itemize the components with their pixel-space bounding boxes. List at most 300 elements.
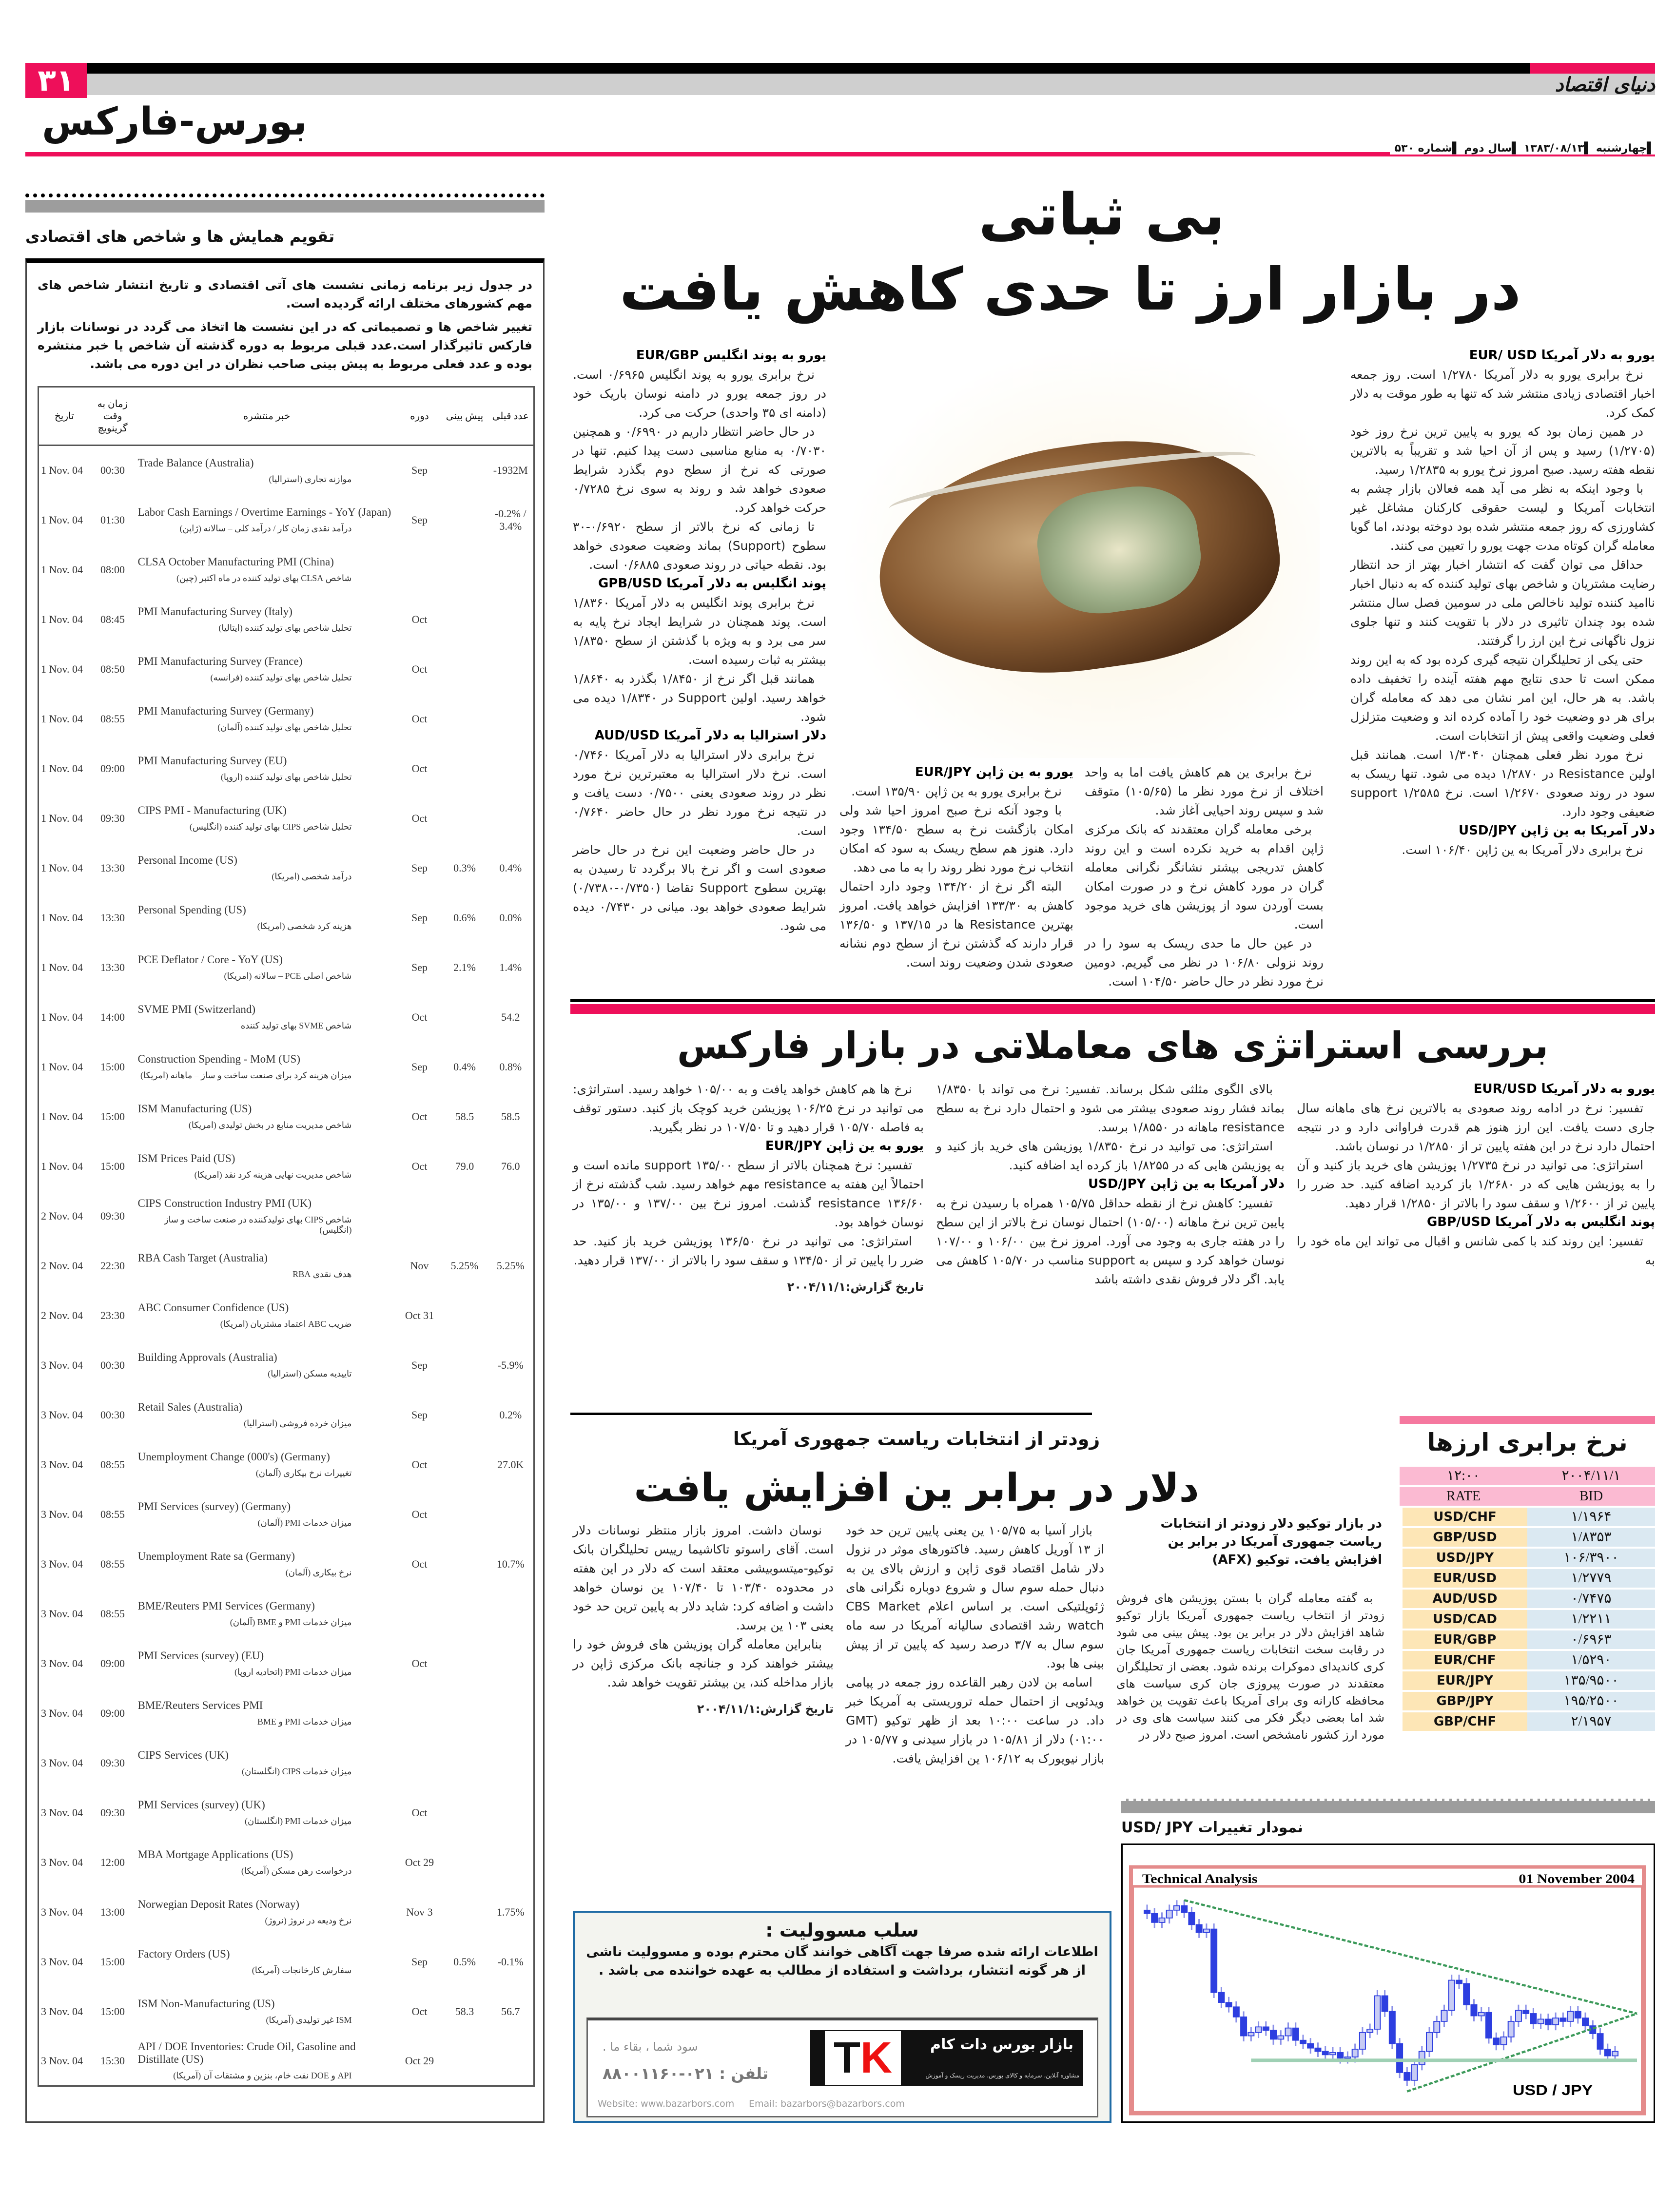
paragraph: نرخ مورد نظر فعلی همچنان ۱/۳۰۴۰ است. همانند قبل اولین Resistance در ۱/۲۸۷۰ دیده می شود. تنها ریسک به سود در روند صعودی ۱/۲۶۷۰ است. نرخ support ۱/۲۵۸۵ ضعیفی وجود دارد.: [1350, 748, 1655, 819]
event-name-en: ISM Manufacturing (US): [137, 1103, 252, 1115]
event-date: 3 Nov. 04: [41, 1806, 83, 1819]
calendar-row: [39, 1539, 534, 1589]
candle-body: [1523, 2010, 1529, 2014]
subheading: یورو به پوند انگلیس EUR/GBP: [636, 348, 826, 363]
event-period: Sep: [411, 961, 428, 973]
event-time: 15:00: [100, 1955, 125, 1968]
event-name-en: Retail Sales (Australia): [137, 1401, 243, 1413]
paragraph: بالای الگوی مثلثی شکل برساند. تفسیر: نرخ می تواند با ۱/۸۳۵۰ بماند فشار روند صعودی بیشتر می شود و احتمال دارد نرخ به سطح resistance ماهانه در ۱/۸۵۵۰ برسد.: [936, 1082, 1285, 1134]
event-time: 15:00: [100, 1110, 125, 1123]
candle-body: [1605, 2049, 1611, 2056]
disclaimer-title: سلب مسوولیت :: [765, 1920, 919, 1941]
ad-email[interactable]: Email: bazarbors@bazarbors.com: [749, 2098, 905, 2109]
event-date: 3 Nov. 04: [41, 1458, 83, 1471]
dollar-column-2: [846, 1521, 1104, 1768]
calendar-row: [39, 992, 534, 1042]
calendar-box: [25, 258, 545, 2123]
chart-header-right: 01 November 2004: [1519, 1872, 1635, 1886]
candlestick-chart: [1123, 1845, 1654, 2121]
event-previous: 0.8%: [499, 1060, 522, 1073]
candle-body: [1256, 2027, 1262, 2032]
candle-body: [1516, 2010, 1521, 2021]
event-time: 13:30: [100, 861, 125, 874]
event-time: 15:30: [100, 2054, 125, 2067]
rate-pair: USD/CHF: [1400, 1508, 1527, 1526]
calendar-row: [39, 893, 534, 943]
event-name-en: Construction Spending - MoM (US): [137, 1053, 300, 1065]
event-time: 08:00: [100, 563, 125, 576]
event-name-fa: تحلیل شاخص بهای تولید کننده (فرانسه): [210, 673, 352, 682]
event-previous: 10.7%: [496, 1557, 525, 1570]
rate-bid: ۱/۵۲۹۰: [1527, 1651, 1655, 1669]
rates-col-rate: RATE: [1400, 1487, 1527, 1506]
calendar-row: [39, 1788, 534, 1838]
event-name: [136, 1738, 398, 1788]
event-name-en: Unemployment Rate sa (Germany): [137, 1550, 295, 1562]
event-forecast: [442, 595, 488, 644]
event-time: 08:55: [100, 1508, 125, 1520]
candle-body: [1151, 1914, 1157, 1922]
subheading: یورو به ین ژاپن EUR/JPY: [915, 765, 1073, 779]
calendar-intro: [27, 263, 543, 378]
event-time: 15:00: [100, 1060, 125, 1073]
event-period: [398, 1688, 442, 1738]
dollar-lead: در بازار توکیو دلار زودتر از انتخابات ریاست جمهوری آمریکا در برابر ین افزایش یافت. توکیو (AFX): [1160, 1516, 1382, 1567]
report-date: تاریخ گزارش:۲۰۰۴/۱۱/۱: [697, 1702, 834, 1716]
calendar-row: [39, 1738, 534, 1788]
event-previous: [488, 1589, 534, 1639]
event-name-en: PMI Manufacturing Survey (Germany): [137, 705, 314, 717]
candle-body: [1307, 2044, 1313, 2048]
event-date: 1 Nov. 04: [41, 911, 83, 924]
event-name: [136, 1241, 398, 1291]
calendar-row: [39, 1340, 534, 1390]
candle-body: [1389, 2011, 1395, 2043]
candle-body: [1426, 2033, 1432, 2052]
paragraph: تا زمانی که نرخ بالاتر از سطح ۰/۶۹۲۰-۳۰ سطوح (Support) بماند وضعیت صعودی خواهد بود. نقطه حیاتی در روند صعودی ۰/۶۸۸۵ است.: [573, 520, 826, 572]
event-name-en: ABC Consumer Confidence (US): [137, 1301, 289, 1314]
event-previous: [488, 2037, 534, 2086]
event-date: 1 Nov. 04: [41, 961, 83, 973]
ad-logo: TK: [824, 2030, 902, 2086]
event-period: Sep: [411, 1060, 428, 1073]
paragraph: نرخ برابری یورو به پوند انگلیس ۰/۶۹۶۵ است. در روز جمعه یورو در دامنه نوسان باریک خود (دامنه ای ۳۵ واحدی) حرکت می کرد.: [573, 368, 826, 420]
candle-body: [1167, 1910, 1172, 1918]
paragraph: به گفته معامله گران با بستن پوزیشن های فروش زودتر از انتخاب ریاست جمهوری آمریکا بازار توکیو شاهد افزایش دلار در برابر ین بود. پیش بینی می شود در رقابت سخت انتخابات ریاست جمهوری آمریکا جان کری کاندیدای دموکرات برنده شود. بعضی از تحلیلگران معتقدند در صورت پیروزی جان کری سیاست های محافظه کارانه وی برای آمریکا باعث تقویت ین خواهد شد اما بعضی دیگر فکر می کنند سیاست های وی در مورد ارز کشور نامشخص است. امروز صبح دلار در: [1116, 1591, 1384, 1742]
event-time: 08:45: [100, 613, 125, 625]
event-forecast: [442, 1539, 488, 1589]
paragraph: در حال حاضر وضعیت این نرخ در حال حاضر صعودی است و اگر نرخ بالا برگردد تا رسیدن به بهترین سطوح Support تقاضا (۰/۷۳۵۰-۰/۷۳۸۰) شرایط صعودی خواهد بود. میانی در ۰/۷۴۳۰ دیده می شود.: [573, 843, 826, 933]
candle-body: [1286, 2028, 1291, 2036]
event-previous: [488, 1838, 534, 1887]
rate-bid: ۱۹۵/۲۵۰۰: [1527, 1692, 1655, 1710]
event-name-fa: میزان خدمات CIPS (انگلستان): [242, 1766, 352, 1776]
paragraph: استراتژی: می توانید در نرخ ۱۳۶/۵۰ پوزیشن خرید باز کنید. حد ضرر را پایین تر از ۱۳۴/۵۰ و سقف سود را بالاتر از ۱۳۷/۰۰ قرار دهید.: [573, 1234, 924, 1267]
event-previous: [488, 1788, 534, 1838]
calendar-row: [39, 644, 534, 694]
candle-body: [1545, 2019, 1551, 2024]
strategy-headline: بررسی استراتژی های معاملاتی در بازار فارکس: [677, 1024, 1549, 1067]
event-date: 1 Nov. 04: [41, 1060, 83, 1073]
event-name-en: PMI Services (survey) (UK): [137, 1799, 265, 1811]
header-bar: [87, 63, 1530, 74]
event-time: 08:50: [100, 662, 125, 675]
rate-row: [1400, 1712, 1655, 1731]
event-name-fa: درآمد شخصی (امریکا): [272, 872, 352, 881]
calendar-table: [38, 386, 535, 2087]
event-previous: [488, 1738, 534, 1788]
event-forecast: [442, 1390, 488, 1440]
candle-body: [1360, 2033, 1365, 2049]
subheading: یورو به دلار آمریکا EUR/ USD: [1469, 348, 1655, 363]
paragraph: نوسان داشت. امروز بازار منتظر نوسانات دلار است. آقای راسوتو تاکاشیما رییس تحلیلگران بانک توکیو-میتسوبیشی معتقد است که دلار در این هفته در محدوده ۱۰۳/۴۰ تا ۱۰۷/۴۰ ین نوسان خواهد داشت و اضافه کرد: شاید دلار به پایین ترین حد خود یعنی ۱۰۳ ین برسد.: [573, 1523, 834, 1632]
event-period: Sep: [411, 1408, 428, 1421]
event-name: [136, 1937, 398, 1987]
calendar-row: [39, 1688, 534, 1738]
event-period: Oct: [411, 1657, 428, 1669]
event-name-fa: شاخص CIPS بهای تولیدکننده در صنعت ساخت و ساز (انگلیس): [164, 1214, 352, 1235]
event-time: 15:00: [100, 2005, 125, 2018]
event-name-fa: شاخص اصلی PCE – سالانه (امریکا): [224, 971, 352, 981]
event-name-fa: هزینه کرد شخصی (امریکا): [257, 921, 352, 931]
rate-row: [1400, 1671, 1655, 1690]
header-band: [87, 74, 1655, 95]
event-previous: 56.7: [501, 2005, 520, 2018]
calendar-band: [25, 200, 545, 213]
calendar-row: [39, 694, 534, 744]
candle-body: [1323, 2052, 1328, 2055]
rate-row: [1400, 1610, 1655, 1629]
event-period: Oct: [411, 2005, 428, 2018]
event-name-fa: ضریب ABC اعتماد مشتریان (امریکا): [220, 1319, 352, 1329]
event-previous: 5.25%: [496, 1259, 525, 1272]
calendar-row: [39, 2037, 534, 2086]
event-name: [136, 1142, 398, 1191]
event-name-en: CIPS Construction Industry PMI (UK): [137, 1197, 312, 1209]
candle-body: [1412, 2065, 1418, 2080]
calendar-row: [39, 1092, 534, 1142]
event-name: [136, 694, 398, 744]
col-period: دوره: [398, 387, 442, 446]
rates-table: [1400, 1465, 1655, 1733]
event-name-fa: شاخص SVME بهای تولید کننده: [240, 1021, 352, 1030]
calendar-row: [39, 1639, 534, 1688]
candle-body: [1241, 2017, 1247, 2036]
event-forecast: 5.25%: [450, 1259, 479, 1272]
event-period: Oct 29: [405, 1856, 434, 1868]
calendar-row: [39, 1390, 534, 1440]
rates-title: نرخ برابری ارزها: [1427, 1428, 1628, 1456]
event-previous: [488, 1291, 534, 1340]
event-name-fa: نرخ بیکاری (آلمان): [285, 1568, 352, 1577]
event-name: [136, 843, 398, 893]
event-forecast: [442, 794, 488, 843]
event-period: Sep: [411, 464, 428, 477]
dollar-column-1: [1116, 1590, 1384, 1744]
event-forecast: 0.4%: [453, 1060, 476, 1073]
event-forecast: [442, 644, 488, 694]
event-date: 1 Nov. 04: [41, 563, 83, 576]
event-name: [136, 893, 398, 943]
event-name-en: Personal Spending (US): [137, 904, 246, 916]
calendar-row: [39, 446, 534, 495]
event-name: [136, 794, 398, 843]
chart-band: [1121, 1799, 1655, 1813]
candle-body: [1204, 1929, 1209, 1933]
rate-bid: ۰/۶۹۶۳: [1527, 1630, 1655, 1649]
calendar-row: [39, 1291, 534, 1340]
dollar-subtitle: زودتر از انتخابات ریاست جمهوری آمریکا: [733, 1428, 1100, 1450]
page-number: ۳۱: [25, 63, 87, 98]
event-previous: [488, 744, 534, 794]
event-time: 12:00: [100, 1856, 125, 1868]
event-forecast: [442, 2037, 488, 2086]
event-forecast: [442, 1589, 488, 1639]
candle-body: [1218, 1993, 1224, 2003]
paragraph: تفسیر: نرخ همچنان بالاتر از سطح support ۱۳۵/۰۰ مانده است و احتمالاً این هفته به resistance مهم خواهد رسید. شب گذشته نرخ از resistance ۱۳۶/۶۰ گذشت. امروز نرخ بین ۱۳۷/۰۰ و ۱۳۵/۰۰ در نوسان خواهد بود.: [573, 1158, 924, 1229]
event-name-en: PMI Manufacturing Survey (Italy): [137, 605, 292, 618]
event-name-fa: میزان خدمات PMI (اتحادیه اروپا): [234, 1667, 352, 1677]
event-name-en: Norwegian Deposit Rates (Norway): [137, 1898, 299, 1910]
calendar-row: [39, 1142, 534, 1191]
ad-brand-sub: مشاوره آنلاین، سرمایه و کالای بورس، مدیریت ریسک و آموزش: [925, 2072, 1079, 2079]
event-name-en: CIPS Services (UK): [137, 1749, 229, 1761]
event-previous: 0.0%: [499, 911, 522, 924]
paragraph: برخی معامله گران معتقدند که بانک مرکزی ژاپن اقدام به خرید نکرده است و این روند کاهش تدریجی بیشتر نشانگر نگرانی معامله گران در مورد کاهش نرخ و در صورت امکان بست آوردن سود از پوزیشن های خرید موجود است.: [1085, 822, 1324, 931]
event-date: 1 Nov. 04: [41, 464, 83, 477]
disclaimer-box: [573, 1911, 1111, 2123]
calendar-row: [39, 1241, 534, 1291]
paragraph: نرخ برابری دلار استرالیا به دلار آمریکا ۰/۷۴۶۰ است. نرخ دلار استرالیا به معتبرترین نرخ مورد نظر در روند صعودی یعنی ۰/۷۵۰۰ دست یافت و در نتیجه نرخ مورد نظر در حال حاضر ۰/۷۶۴۰ است.: [573, 748, 826, 838]
event-period: Oct: [411, 712, 428, 725]
calendar-row: [39, 744, 534, 794]
headline-line1: بی ثباتی: [978, 181, 1225, 248]
event-name-fa: تحلیل شاخص بهای تولید کننده (آلمان): [217, 722, 352, 732]
candle-body: [1449, 1980, 1455, 2011]
event-date: 1 Nov. 04: [41, 1110, 83, 1123]
article-column-usdjpy: [1085, 763, 1324, 991]
event-time: 13:00: [100, 1905, 125, 1918]
calendar-row: [39, 1490, 534, 1539]
event-previous: [488, 694, 534, 744]
candle-body: [1397, 2044, 1403, 2073]
paragraph: با وجود آنکه نرخ صبح امروز احیا شد ولی امکان بازگشت نرخ به سطح ۱۳۴/۵۰ وجود دارد. هنوز هم سطح ریسک به سود که امکان انتخاب نرخ مورد نظر روند را به ما می دهد.: [839, 803, 1073, 874]
calendar-row: [39, 1191, 534, 1241]
col-previous: عدد قبلی: [488, 387, 534, 446]
event-forecast: 58.5: [455, 1110, 474, 1123]
event-name: [136, 744, 398, 794]
candle-body: [1442, 2010, 1447, 2021]
event-forecast: 0.6%: [453, 911, 476, 924]
candle-body: [1330, 2053, 1336, 2055]
rate-bid: ۱/۸۳۵۳: [1527, 1528, 1655, 1547]
calendar-row: [39, 1440, 534, 1490]
event-name-fa: تحلیل شاخص بهای تولید کننده (ایتالیا): [218, 623, 352, 633]
event-name-fa: ISM غیر تولیدی (آمریکا): [266, 2015, 352, 2025]
event-name: [136, 1639, 398, 1688]
event-name: [136, 1490, 398, 1539]
strategy-column-2: [936, 1080, 1285, 1289]
event-time: 09:30: [100, 1756, 125, 1769]
event-name-fa: نرخ ودیعه در نروژ (نروژ): [265, 1916, 352, 1925]
event-time: 08:55: [100, 1607, 125, 1620]
event-forecast: [442, 495, 488, 545]
event-name-fa: درخواست رهن مسکن (آمریکا): [241, 1866, 352, 1876]
candle-body: [1560, 2018, 1566, 2021]
event-period: Oct: [411, 662, 428, 675]
event-name: [136, 1340, 398, 1390]
article-column-eurusd: [1350, 346, 1655, 859]
event-name-en: PMI Manufacturing Survey (France): [137, 655, 303, 667]
candle-body: [1300, 2040, 1306, 2044]
event-time: 22:30: [100, 1259, 125, 1272]
candle-body: [1293, 2028, 1299, 2040]
chart-title: نمودار تغییرات USD/ JPY: [1121, 1819, 1303, 1836]
event-period: [398, 1191, 442, 1241]
candle-body: [1144, 1910, 1150, 1914]
rates-accent: [1400, 1416, 1655, 1424]
event-date: 1 Nov. 04: [41, 662, 83, 675]
calendar-row: [39, 843, 534, 893]
event-period: Sep: [411, 1955, 428, 1968]
newspaper-logo: دنیای اقتصاد: [1555, 73, 1655, 96]
event-period: Sep: [411, 513, 428, 526]
event-name: [136, 1042, 398, 1092]
event-forecast: [442, 446, 488, 495]
candle-body: [1211, 1929, 1217, 1993]
paragraph: نرخ ها هم کاهش خواهد یافت و به ۱۰۵/۰۰ خواهد رسید. استراتژی: می توانید در نرخ ۱۰۶/۲۵ پوزیشن خرید کوچک باز کنید. دستور توقف به فاصله ۱۰۵/۷۰ قرار دهید و تا ۱۰۷/۵۰ در نظر بگیرید.: [573, 1082, 924, 1134]
event-time: 08:55: [100, 712, 125, 725]
advertisement[interactable]: [586, 2018, 1098, 2117]
event-period: Oct: [411, 762, 428, 775]
rate-bid: ۱/۱۹۶۴: [1527, 1508, 1655, 1526]
candle-body: [1352, 2049, 1358, 2057]
rates-date-row: [1400, 1467, 1655, 1485]
paragraph: تفسیر: کاهش نرخ از نقطه حداقل ۱۰۵/۷۵ همراه با رسیدن نرخ به پایین ترین نرخ ماهانه (۱۰۵/۰۰) احتمال نوسان نرخ بالاتر از این سطح را در هفته جاری به وجود می آورد. امروز نرخ بین ۱۰۶/۰۰ و ۱۰۷/۰۰ نوسان خواهد کرد و سپس به support مناسب در ۱۰۵/۷۰ کاهش می یابد. اگر دلار فروش نقدی داشته باشد: [936, 1196, 1285, 1286]
event-name: [136, 595, 398, 644]
event-forecast: [442, 1490, 488, 1539]
col-time: زمان به وقت گرینویچ: [90, 387, 136, 446]
event-date: 1 Nov. 04: [41, 1010, 83, 1023]
paragraph: نرخ برابری یورو به ین ژاپن ۱۳۵/۹۰ است.: [851, 784, 1062, 798]
event-name-fa: تاییدیه مسکن (استرالیا): [268, 1369, 352, 1378]
rate-pair: USD/CAD: [1400, 1610, 1527, 1629]
subheading: پوند انگلیس به دلار آمریکا GPB/USD: [598, 576, 826, 591]
event-previous: 0.2%: [499, 1408, 522, 1421]
event-date: 3 Nov. 04: [41, 1508, 83, 1520]
event-name-en: PMI Services (survey) (Germany): [137, 1500, 291, 1513]
calendar-row: [39, 1042, 534, 1092]
calendar-row: [39, 1887, 534, 1937]
event-name-en: Factory Orders (US): [137, 1948, 230, 1960]
calendar-title: [25, 213, 545, 260]
candle-body: [1598, 2034, 1603, 2049]
strategy-rule: [570, 1413, 1092, 1415]
event-name: [136, 943, 398, 992]
event-name-en: MBA Mortgage Applications (US): [137, 1848, 293, 1861]
event-date: 3 Nov. 04: [41, 1955, 83, 1968]
paragraph: در همین زمان بود که یورو به پایین ترین نرخ روز خود (۱/۲۷۰۵) رسید و پس از آن احیا شد و تقریباً به بالاترین نقطه هفته رسید. صبح امروز نرخ یورو به ۱/۲۸۳۵ رسید.: [1350, 425, 1655, 477]
candle-body: [1530, 2014, 1536, 2024]
rate-row: [1400, 1549, 1655, 1567]
candle-body: [1456, 1980, 1462, 1984]
event-date: 1 Nov. 04: [41, 712, 83, 725]
event-period: Oct: [411, 1508, 428, 1520]
paragraph: حتی یکی از تحلیلگران نتیجه گیری کرده بود که به این روند ممکن است تا حدی نتایج مهم هفته آینده را تخفیف داده باشد. به هر حال، این امر نشان می دهد که معامله گران برای هر دو وضعیت خود را آماده کرده اند و وضعیت متزلزل فعلی وضعیت واقعی پیش از انتخابات است.: [1350, 653, 1655, 743]
paragraph: نرخ برابری یورو به دلار آمریکا ۱/۲۷۸۰ است. روز جمعه اخبار اقتصادی زیادی منتشر شد که تنها به طور موقت به دلار کمک کرد.: [1350, 368, 1655, 420]
event-name-en: PCE Deflator / Core - YoY (US): [137, 953, 283, 966]
calendar-row: [39, 943, 534, 992]
event-forecast: [442, 1440, 488, 1490]
event-previous: 58.5: [501, 1110, 520, 1123]
event-forecast: 58.3: [455, 2005, 474, 2018]
candle-body: [1278, 2036, 1284, 2039]
event-date: 3 Nov. 04: [41, 1557, 83, 1570]
event-period: Oct: [411, 1110, 428, 1123]
chart-pair-label: USD / JPY: [1513, 2081, 1593, 2098]
paragraph: تفسیر: این روند کند با کمی شانس و اقبال می تواند این ماه خود را به: [1297, 1234, 1655, 1267]
candle-body: [1582, 2018, 1588, 2026]
candle-body: [1471, 2005, 1477, 2016]
event-date: 3 Nov. 04: [41, 1905, 83, 1918]
rate-pair: EUR/GBP: [1400, 1630, 1527, 1649]
candle-body: [1538, 2019, 1544, 2023]
subheading: دلار آمریکا به ین ژاپن USD/JPY: [1459, 823, 1655, 838]
event-name-en: Trade Balance (Australia): [137, 456, 254, 469]
event-forecast: 2.1%: [453, 961, 476, 973]
section-pink-bar: [570, 1004, 1655, 1014]
calendar-row: [39, 1987, 534, 2037]
event-previous: [488, 595, 534, 644]
ad-website[interactable]: Website: www.bazarbors.com: [598, 2098, 735, 2109]
event-period: Oct: [411, 1557, 428, 1570]
paragraph: استراتژی: می توانید در نرخ ۱/۲۷۳۵ پوزیشن های خرید باز کنید و آن را به پوزیشن هایی که در ۱/۲۶۸۰ باز کردید اضافه کنید. حد ضرر را پایین تر از ۱/۲۶۰۰ و سقف سود را بالاتر از ۱/۲۸۵۰ قرار دهید.: [1297, 1158, 1655, 1210]
event-name-fa: سفارش کارخانجات (آمریکا): [252, 1965, 352, 1975]
rates-col-bid: BID: [1527, 1487, 1655, 1506]
event-name: [136, 495, 398, 545]
wallet-money-photo: [839, 344, 1320, 758]
candle-body: [1189, 1912, 1194, 1924]
article-column-eurgbp: [573, 346, 826, 935]
event-previous: -0.1%: [497, 1955, 524, 1968]
event-name: [136, 1539, 398, 1589]
paragraph: نرخ برابری ین هم کاهش یافت اما به واحد اختلاف از نرخ مورد نظر ما (۱۰۵/۶۵) متوقف شد و سپس روند احیایی آغاز شد.: [1085, 765, 1324, 817]
paragraph: استراتژی: می توانید در نرخ ۱/۸۳۵۰ پوزیشن های خرید باز کنید و به پوزیشن هایی که در ۱/۸۲۵۵ باز کرده اید اضافه کنید.: [936, 1139, 1285, 1172]
calendar-row: [39, 545, 534, 595]
event-date: 3 Nov. 04: [41, 1408, 83, 1421]
event-time: 14:00: [100, 1010, 125, 1023]
event-name-fa: هدف نقدی RBA: [292, 1269, 352, 1279]
event-name: [136, 545, 398, 595]
rate-pair: USD/JPY: [1400, 1549, 1527, 1567]
event-name-fa: میزان خرده فروشی (استرالیا): [244, 1418, 352, 1428]
event-name-en: SVME PMI (Switzerland): [137, 1003, 255, 1015]
event-previous: -5.9%: [497, 1358, 524, 1371]
event-time: 23:30: [100, 1309, 125, 1321]
event-name: [136, 1440, 398, 1490]
event-name: [136, 446, 398, 495]
calendar-intro-1: در جدول زیر برنامه زمانی نشست های آتی اقتصادی و تاریخ انتشار شاخص های مهم کشورهای مختلف ارائه گردیده است.: [38, 278, 532, 310]
event-date: 3 Nov. 04: [41, 1707, 83, 1719]
event-name-fa: تحلیل شاخص CIPS بهای تولید کننده (انگلیس): [189, 822, 352, 832]
candle-body: [1181, 1906, 1187, 1913]
event-forecast: [442, 1838, 488, 1887]
rate-row: [1400, 1651, 1655, 1669]
event-period: Oct: [411, 613, 428, 625]
candle-body: [1486, 2013, 1492, 2038]
candle-body: [1248, 2033, 1254, 2036]
event-date: 3 Nov. 04: [41, 1856, 83, 1868]
